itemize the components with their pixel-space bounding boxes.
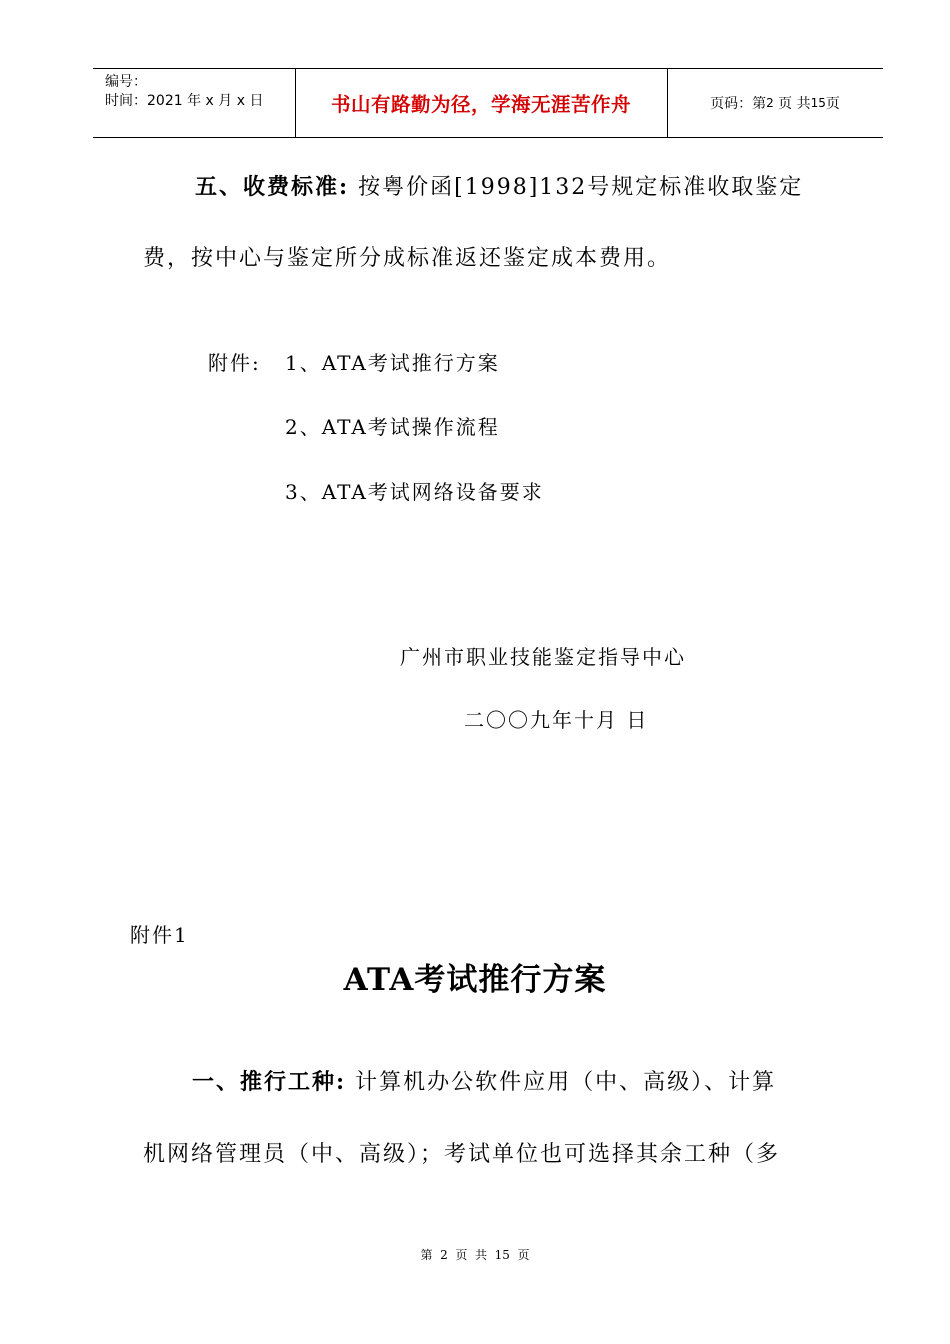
signature-date: 二〇〇九年十月 日 <box>464 708 649 732</box>
header-meta <box>105 73 263 111</box>
annex-label: 附件1 <box>130 923 189 947</box>
page-number: 2 <box>766 96 774 110</box>
attachments-prefix: 附件: <box>208 351 261 375</box>
attachment-item: 3、ATA考试网络设备要求 <box>285 480 544 504</box>
page-end: 页 <box>825 96 840 112</box>
time-text: 时间：2021 年 x 月 x 日 <box>105 93 264 109</box>
attachment-item: 2、ATA考试操作流程 <box>285 415 500 439</box>
section1-text2: 机网络管理员（中、高级）；考试单位也可选择其余工种（多 <box>143 1142 781 1167</box>
page-footer: 第 2 页 共 15 页 <box>420 1248 530 1262</box>
code-label: 编号： <box>105 74 147 90</box>
header-page-info <box>667 69 883 137</box>
signature-org: 广州市职业技能鉴定指导中心 <box>400 645 686 669</box>
section5-line1 <box>195 172 803 203</box>
header-motto: 书山有路勤为径，学海无涯苦作舟 <box>330 93 631 116</box>
page-mid: 页 共 <box>778 96 811 112</box>
annex-title: ATA考试推行方案 <box>343 962 607 998</box>
section5-text2: 费，按中心与鉴定所分成标准返还鉴定成本费用。 <box>143 246 672 271</box>
section1-line1 <box>192 1067 776 1098</box>
section5-text1: 按粤价函[1998]132号规定标准收取鉴定 <box>358 175 804 200</box>
section1-text1: 计算机办公软件应用（中、高级）、计算 <box>355 1070 777 1095</box>
page-label: 页码：第 <box>710 96 767 112</box>
section5-heading: 五、收费标准: <box>195 174 350 200</box>
section1-heading: 一、推行工种: <box>192 1069 347 1095</box>
page-header <box>93 68 883 138</box>
attachment-item: 1、ATA考试推行方案 <box>285 351 500 375</box>
page-total: 15 <box>810 96 826 110</box>
